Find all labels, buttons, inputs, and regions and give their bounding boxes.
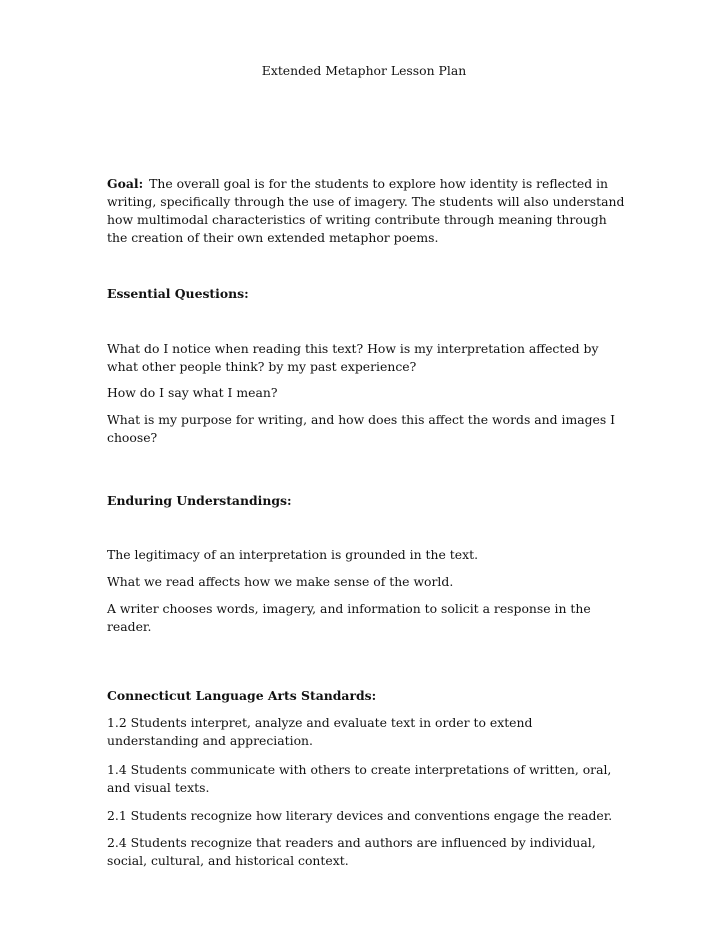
essential-question-2: How do I say what I mean? (107, 385, 278, 400)
standard-1-4: 1.4 Students communicate with others to create interpretations of written, oral, and visual texts. (107, 762, 612, 795)
goal-paragraph (107, 175, 627, 247)
enduring-understandings-heading: Enduring Understandings: (107, 493, 292, 508)
page-title: Extended Metaphor Lesson Plan (261, 63, 467, 78)
enduring-understanding-1: The legitimacy of an interpretation is grounded in the text. (107, 547, 479, 562)
essential-questions-heading: Essential Questions: (107, 286, 249, 301)
standards-heading: Connecticut Language Arts Standards: (107, 688, 377, 703)
enduring-understanding-3: A writer chooses words, imagery, and information to solicit a response in the reader. (107, 601, 591, 634)
standard-1-2: 1.2 Students interpret, analyze and evaluate text in order to extend understanding and appreciation. (107, 715, 533, 748)
goal-text: The overall goal is for the students to explore how identity is reflected in writing, specifically through the use of imagery. The students will also understand how multimodal characteristics of writing contribute through meaning through the creation of their own extended metaphor poems. (107, 176, 625, 245)
goal-label: Goal: (107, 176, 144, 191)
standard-2-4: 2.4 Students recognize that readers and authors are influenced by individual, social, cultural, and historical context. (107, 835, 596, 868)
enduring-understanding-2: What we read affects how we make sense of the world. (107, 574, 454, 589)
essential-question-1: What do I notice when reading this text? How is my interpretation affected by what other people think? by my past experience? (107, 341, 599, 374)
essential-question-3: What is my purpose for writing, and how does this affect the words and images I choose? (107, 412, 616, 445)
standard-2-1: 2.1 Students recognize how literary devices and conventions engage the reader. (107, 808, 613, 823)
